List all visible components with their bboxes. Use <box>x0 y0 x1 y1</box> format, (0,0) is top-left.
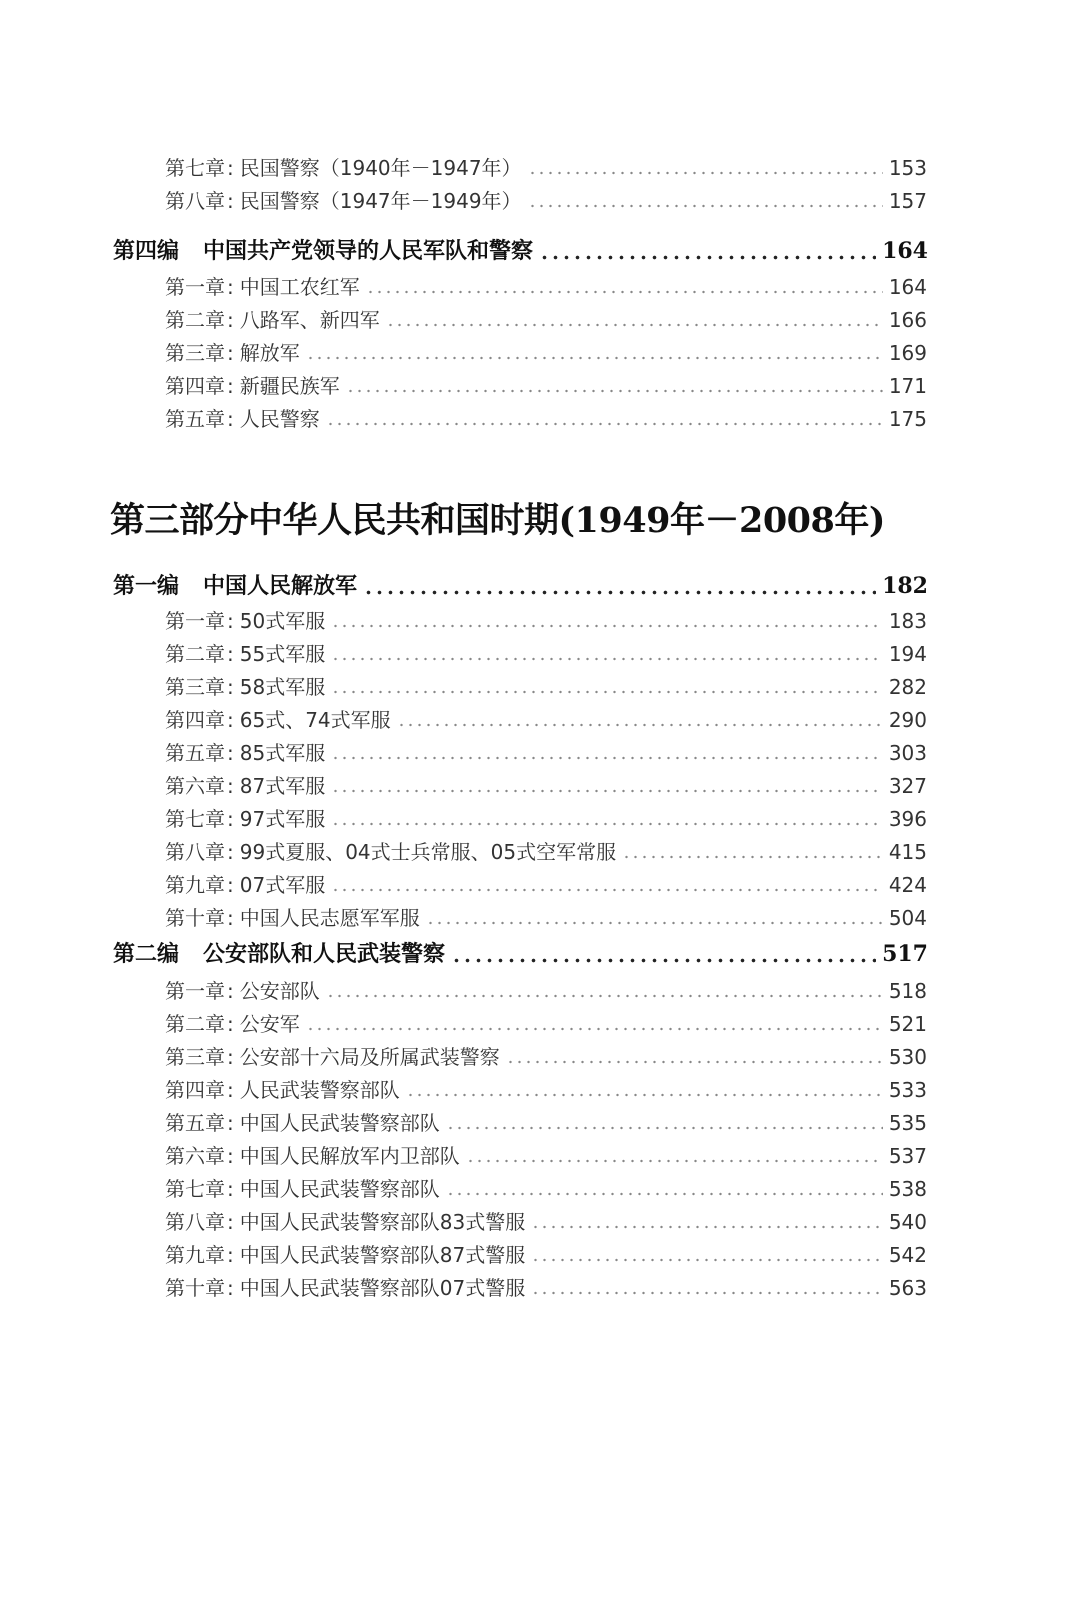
chapter-number: 第八章 <box>165 840 225 864</box>
page-number: 164 <box>882 238 928 264</box>
chapter-number: 第一章 <box>165 979 225 1003</box>
chapter-title: 公安部队 <box>239 979 320 1003</box>
toc-entry[interactable]: 第五章 : 中国人民武装警察部队 535 <box>165 1107 927 1137</box>
toc-entry[interactable]: 第九章 : 中国人民武装警察部队87式警服 542 <box>165 1239 927 1269</box>
page-number: 164 <box>888 275 927 299</box>
chapter-number: 第三章 <box>165 1045 225 1069</box>
toc-entry[interactable]: 第三章 : 公安部十六局及所属武装警察 530 <box>165 1041 927 1071</box>
dot-leader <box>306 356 883 360</box>
dot-leader <box>326 994 883 998</box>
page-number: 194 <box>888 642 927 666</box>
toc-entry[interactable]: 第三章 : 解放军 169 <box>165 337 927 367</box>
section-heading: 第三部分中华人民共和国时期(1949年－2008年) <box>110 500 885 541</box>
toc-entry[interactable]: 第七章 : 民国警察（1940年－1947年） 153 <box>165 152 927 182</box>
chapter-number: 第六章 <box>165 1144 225 1168</box>
page-number: 538 <box>888 1177 927 1201</box>
chapter-title: 公安部十六局及所属武装警察 <box>239 1045 500 1069</box>
chapter-number: 第二章 <box>165 642 225 666</box>
dot-leader <box>446 1192 883 1196</box>
part-number: 第二编 <box>113 941 180 967</box>
page-number: 518 <box>888 979 927 1003</box>
part-title: 中国人民解放军 <box>203 573 358 599</box>
page-number: 157 <box>888 189 927 213</box>
chapter-title: 中国人民武装警察部队 <box>239 1177 440 1201</box>
page-number: 542 <box>888 1243 927 1267</box>
chapter-title: 中国人民武装警察部队87式警服 <box>239 1243 526 1267</box>
part-number: 第一编 <box>113 573 180 599</box>
chapter-number: 第四章 <box>165 708 225 732</box>
toc-part-entry[interactable] <box>113 569 928 601</box>
dot-leader <box>466 1159 883 1163</box>
chapter-title: 中国人民武装警察部队83式警服 <box>239 1210 526 1234</box>
toc-part-entry[interactable] <box>113 937 928 969</box>
dot-leader <box>531 1225 883 1229</box>
chapter-number: 第五章 <box>165 1111 225 1135</box>
dot-leader <box>446 1126 883 1130</box>
dot-leader <box>331 756 883 760</box>
toc-entry[interactable]: 第六章 : 87式军服 327 <box>165 770 927 800</box>
chapter-title: 中国人民解放军内卫部队 <box>239 1144 460 1168</box>
toc-entry[interactable]: 第七章 : 97式军服 396 <box>165 803 927 833</box>
toc-entry[interactable]: 第七章 : 中国人民武装警察部队 538 <box>165 1173 927 1203</box>
toc-entry[interactable]: 第八章 : 99式夏服、04式士兵常服、05式空军常服 415 <box>165 836 927 866</box>
dot-leader <box>363 590 876 595</box>
dot-leader <box>531 1291 883 1295</box>
dot-leader <box>386 323 883 327</box>
chapter-number: 第四章 <box>165 374 225 398</box>
dot-leader <box>331 657 883 661</box>
page-number: 521 <box>888 1012 927 1036</box>
toc-entry[interactable]: 第五章 : 85式军服 303 <box>165 737 927 767</box>
toc-entry[interactable]: 第十章 : 中国人民志愿军军服 504 <box>165 902 927 932</box>
page-number: 535 <box>888 1111 927 1135</box>
dot-leader <box>331 690 883 694</box>
chapter-number: 第一章 <box>165 609 225 633</box>
page-number: 282 <box>888 675 927 699</box>
chapter-title: 中国工农红军 <box>239 275 360 299</box>
dot-leader <box>326 422 883 426</box>
chapter-number: 第五章 <box>165 407 225 431</box>
toc-entry[interactable]: 第五章 : 人民警察 175 <box>165 403 927 433</box>
dot-leader <box>346 389 883 393</box>
chapter-number: 第十章 <box>165 906 225 930</box>
toc-entry[interactable]: 第四章 : 65式、74式军服 290 <box>165 704 927 734</box>
dot-leader <box>331 822 883 826</box>
dot-leader <box>306 1027 883 1031</box>
chapter-title: 中国人民武装警察部队07式警服 <box>239 1276 526 1300</box>
chapter-title: 公安军 <box>239 1012 300 1036</box>
chapter-number: 第四章 <box>165 1078 225 1102</box>
toc-entry[interactable]: 第一章 : 50式军服 183 <box>165 605 927 635</box>
dot-leader <box>506 1060 883 1064</box>
page-number: 533 <box>888 1078 927 1102</box>
chapter-title: 人民警察 <box>239 407 320 431</box>
dot-leader <box>331 624 883 628</box>
part-number: 第四编 <box>113 238 180 264</box>
dot-leader <box>451 958 876 963</box>
dot-leader <box>366 290 883 294</box>
toc-entry[interactable]: 第一章 : 中国工农红军 164 <box>165 271 927 301</box>
chapter-number: 第八章 <box>165 1210 225 1234</box>
toc-entry[interactable]: 第八章 : 民国警察（1947年－1949年） 157 <box>165 185 927 215</box>
chapter-number: 第三章 <box>165 675 225 699</box>
page-number: 540 <box>888 1210 927 1234</box>
dot-leader <box>397 723 883 727</box>
toc-entry[interactable]: 第九章 : 07式军服 424 <box>165 869 927 899</box>
chapter-number: 第八章 <box>165 189 225 213</box>
chapter-title: 人民武装警察部队 <box>239 1078 400 1102</box>
chapter-number: 第一章 <box>165 275 225 299</box>
page-number: 530 <box>888 1045 927 1069</box>
chapter-title: 中国人民志愿军军服 <box>239 906 420 930</box>
toc-entry[interactable]: 第四章 : 人民武装警察部队 533 <box>165 1074 927 1104</box>
toc-entry[interactable]: 第三章 : 58式军服 282 <box>165 671 927 701</box>
toc-entry[interactable]: 第一章 : 公安部队 518 <box>165 975 927 1005</box>
chapter-number: 第七章 <box>165 1177 225 1201</box>
page-number: 396 <box>888 807 927 831</box>
dot-leader <box>531 1258 883 1262</box>
page-number: 537 <box>888 1144 927 1168</box>
page-number: 327 <box>888 774 927 798</box>
chapter-number: 第十章 <box>165 1276 225 1300</box>
page-number: 415 <box>888 840 927 864</box>
dot-leader <box>331 888 883 892</box>
chapter-title: 50式军服 <box>239 609 326 633</box>
toc-entry[interactable]: 第二章 : 八路军、新四军 166 <box>165 304 927 334</box>
toc-entry[interactable]: 第四章 : 新疆民族军 171 <box>165 370 927 400</box>
page-number: 290 <box>888 708 927 732</box>
page-number: 166 <box>888 308 927 332</box>
chapter-number: 第七章 <box>165 807 225 831</box>
chapter-title: 65式、74式军服 <box>239 708 391 732</box>
page-number: 171 <box>888 374 927 398</box>
chapter-number: 第六章 <box>165 774 225 798</box>
chapter-title: 新疆民族军 <box>239 374 340 398</box>
chapter-title: 民国警察（1947年－1949年） <box>239 189 522 213</box>
dot-leader <box>426 921 883 925</box>
chapter-title: 85式军服 <box>239 741 326 765</box>
chapter-title: 58式军服 <box>239 675 326 699</box>
page-number: 182 <box>882 573 928 599</box>
toc-entry[interactable]: 第二章 : 55式军服 194 <box>165 638 927 668</box>
toc-entry[interactable]: 第八章 : 中国人民武装警察部队83式警服 540 <box>165 1206 927 1236</box>
dot-leader <box>331 789 883 793</box>
toc-entry[interactable]: 第二章 : 公安军 521 <box>165 1008 927 1038</box>
chapter-number: 第九章 <box>165 1243 225 1267</box>
dot-leader <box>622 855 883 859</box>
chapter-title: 民国警察（1940年－1947年） <box>239 156 522 180</box>
page-number: 183 <box>888 609 927 633</box>
chapter-number: 第二章 <box>165 1012 225 1036</box>
dot-leader <box>406 1093 883 1097</box>
chapter-title: 55式军服 <box>239 642 326 666</box>
page-number: 303 <box>888 741 927 765</box>
chapter-number: 第七章 <box>165 156 225 180</box>
part-title: 公安部队和人民武装警察 <box>203 941 446 967</box>
dot-leader <box>528 171 883 175</box>
chapter-number: 第二章 <box>165 308 225 332</box>
chapter-title: 八路军、新四军 <box>239 308 380 332</box>
dot-leader <box>539 255 876 260</box>
toc-entry[interactable]: 第十章 : 中国人民武装警察部队07式警服 563 <box>165 1272 927 1302</box>
chapter-number: 第九章 <box>165 873 225 897</box>
page-number: 504 <box>888 906 927 930</box>
chapter-title: 中国人民武装警察部队 <box>239 1111 440 1135</box>
chapter-title: 87式军服 <box>239 774 326 798</box>
page-number: 153 <box>888 156 927 180</box>
chapter-number: 第三章 <box>165 341 225 365</box>
toc-part-entry[interactable] <box>113 234 928 266</box>
chapter-number: 第五章 <box>165 741 225 765</box>
page-number: 563 <box>888 1276 927 1300</box>
page-number: 169 <box>888 341 927 365</box>
part-title: 中国共产党领导的人民军队和警察 <box>203 238 534 264</box>
page-number: 424 <box>888 873 927 897</box>
chapter-title: 97式军服 <box>239 807 326 831</box>
toc-entry[interactable]: 第六章 : 中国人民解放军内卫部队 537 <box>165 1140 927 1170</box>
chapter-title: 99式夏服、04式士兵常服、05式空军常服 <box>239 840 617 864</box>
page-number: 175 <box>888 407 927 431</box>
chapter-title: 解放军 <box>239 341 300 365</box>
dot-leader <box>528 204 883 208</box>
chapter-title: 07式军服 <box>239 873 326 897</box>
page-number: 517 <box>882 941 928 967</box>
